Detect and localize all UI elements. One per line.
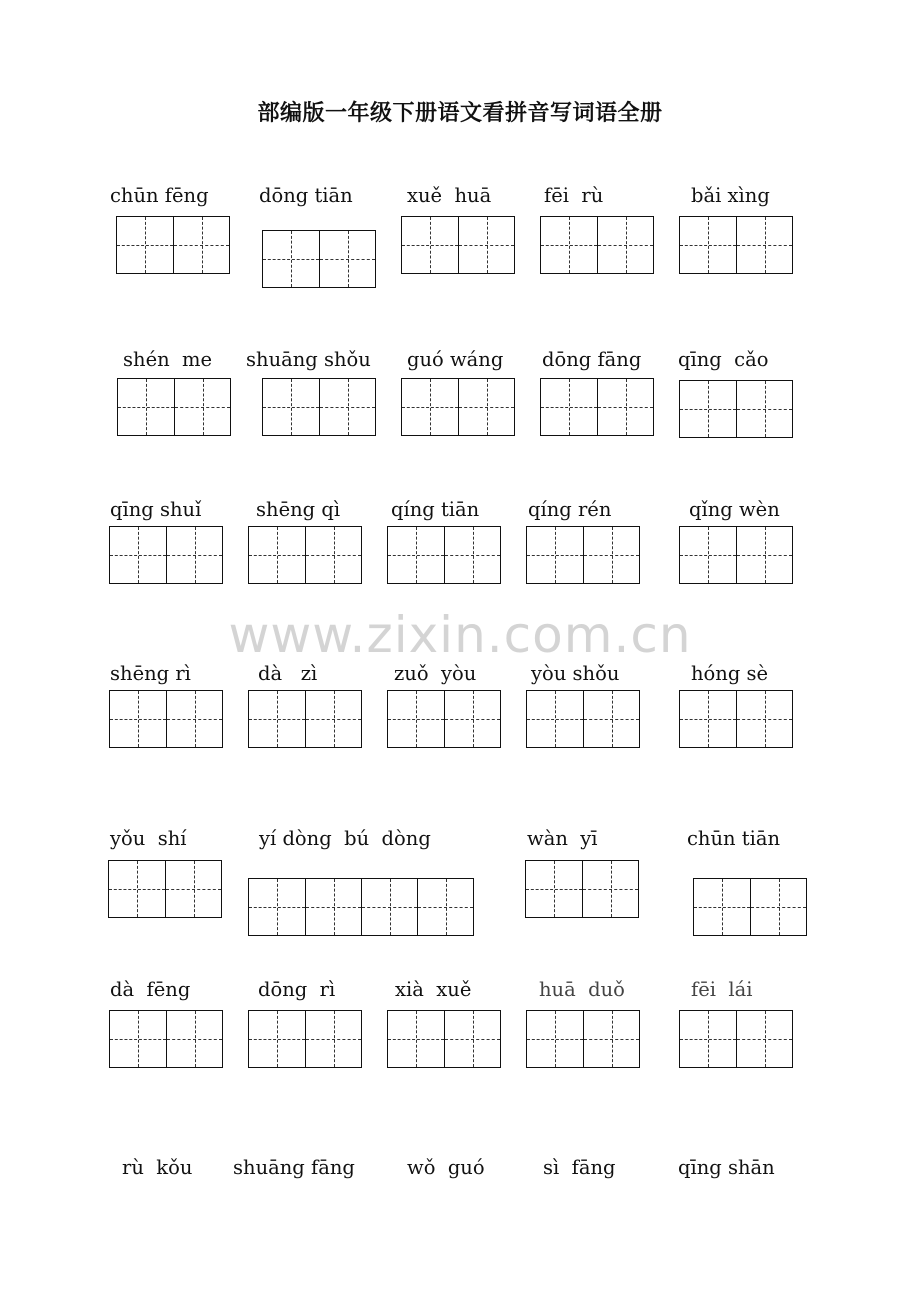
writing-cell[interactable] bbox=[444, 691, 500, 747]
writing-cell[interactable] bbox=[165, 861, 221, 917]
writing-grid[interactable] bbox=[262, 230, 376, 288]
pinyin-label: rù kǒu bbox=[122, 1156, 193, 1179]
pinyin-label: xià xuě bbox=[395, 978, 472, 1001]
pinyin-label: huā duǒ bbox=[539, 978, 625, 1001]
writing-cell[interactable] bbox=[263, 231, 319, 287]
writing-cell[interactable] bbox=[736, 217, 792, 273]
pinyin-label: sì fāng bbox=[543, 1156, 616, 1179]
writing-cell[interactable] bbox=[305, 879, 361, 935]
writing-cell[interactable] bbox=[444, 527, 500, 583]
writing-cell[interactable] bbox=[249, 691, 305, 747]
pinyin-label: dà zì bbox=[258, 662, 318, 685]
writing-cell[interactable] bbox=[458, 217, 514, 273]
writing-cell[interactable] bbox=[110, 527, 166, 583]
pinyin-label: qíng tiān bbox=[391, 498, 480, 521]
pinyin-label: qīng shān bbox=[678, 1156, 775, 1179]
writing-grid[interactable] bbox=[525, 860, 639, 918]
pinyin-label: yòu shǒu bbox=[531, 662, 620, 685]
writing-cell[interactable] bbox=[117, 217, 173, 273]
writing-cell[interactable] bbox=[582, 861, 638, 917]
writing-grid[interactable] bbox=[262, 378, 376, 436]
pinyin-label: qǐng wèn bbox=[689, 498, 780, 521]
writing-cell[interactable] bbox=[597, 217, 653, 273]
writing-grid[interactable] bbox=[526, 690, 640, 748]
writing-cell[interactable] bbox=[680, 217, 736, 273]
writing-cell[interactable] bbox=[680, 1011, 736, 1067]
pinyin-label: shuāng fāng bbox=[233, 1156, 355, 1179]
writing-grid[interactable] bbox=[679, 526, 793, 584]
writing-cell[interactable] bbox=[361, 879, 417, 935]
writing-cell[interactable] bbox=[110, 691, 166, 747]
writing-grid[interactable] bbox=[109, 1010, 223, 1068]
writing-cell[interactable] bbox=[680, 381, 736, 437]
writing-grid[interactable] bbox=[116, 216, 230, 274]
writing-cell[interactable] bbox=[736, 527, 792, 583]
writing-grid[interactable] bbox=[679, 216, 793, 274]
pinyin-label: wǒ guó bbox=[407, 1156, 485, 1179]
writing-grid[interactable] bbox=[526, 1010, 640, 1068]
writing-cell[interactable] bbox=[402, 379, 458, 435]
writing-grid[interactable] bbox=[401, 378, 515, 436]
writing-cell[interactable] bbox=[249, 879, 305, 935]
writing-grid[interactable] bbox=[387, 690, 501, 748]
writing-cell[interactable] bbox=[166, 1011, 222, 1067]
writing-grid[interactable] bbox=[109, 690, 223, 748]
pinyin-label: shuāng shǒu bbox=[246, 348, 371, 371]
writing-grid[interactable] bbox=[109, 526, 223, 584]
writing-grid[interactable] bbox=[108, 860, 222, 918]
writing-cell[interactable] bbox=[597, 379, 653, 435]
pinyin-label: guó wáng bbox=[407, 348, 504, 371]
pinyin-label: chūn tiān bbox=[687, 827, 781, 850]
writing-cell[interactable] bbox=[249, 527, 305, 583]
writing-cell[interactable] bbox=[680, 691, 736, 747]
pinyin-label: wàn yī bbox=[527, 827, 598, 850]
writing-cell[interactable] bbox=[319, 231, 375, 287]
writing-cell[interactable] bbox=[680, 527, 736, 583]
pinyin-label: fēi rù bbox=[544, 184, 604, 207]
writing-grid[interactable] bbox=[679, 1010, 793, 1068]
pinyin-label: qīng cǎo bbox=[678, 348, 769, 371]
writing-cell[interactable] bbox=[388, 691, 444, 747]
writing-grid[interactable] bbox=[679, 690, 793, 748]
writing-grid[interactable] bbox=[248, 690, 362, 748]
writing-cell[interactable] bbox=[694, 879, 750, 935]
writing-cell[interactable] bbox=[444, 1011, 500, 1067]
writing-grid[interactable] bbox=[526, 526, 640, 584]
writing-grid[interactable] bbox=[387, 1010, 501, 1068]
watermark: www.zixin.com.cn bbox=[228, 606, 692, 664]
writing-cell[interactable] bbox=[527, 527, 583, 583]
writing-grid[interactable] bbox=[387, 526, 501, 584]
writing-grid[interactable] bbox=[248, 1010, 362, 1068]
pinyin-label: shēng rì bbox=[110, 662, 191, 685]
writing-cell[interactable] bbox=[736, 381, 792, 437]
pinyin-label: chūn fēng bbox=[110, 184, 209, 207]
writing-cell[interactable] bbox=[583, 527, 639, 583]
pinyin-label: qīng shuǐ bbox=[110, 498, 202, 521]
writing-grid[interactable] bbox=[540, 378, 654, 436]
writing-cell[interactable] bbox=[249, 1011, 305, 1067]
pinyin-label: zuǒ yòu bbox=[394, 662, 477, 685]
writing-grid[interactable] bbox=[248, 526, 362, 584]
writing-cell[interactable] bbox=[417, 879, 473, 935]
writing-cell[interactable] bbox=[736, 1011, 792, 1067]
writing-cell[interactable] bbox=[305, 527, 361, 583]
writing-cell[interactable] bbox=[541, 217, 597, 273]
writing-cell[interactable] bbox=[166, 527, 222, 583]
writing-grid[interactable] bbox=[679, 380, 793, 438]
writing-cell[interactable] bbox=[750, 879, 806, 935]
writing-cell[interactable] bbox=[263, 379, 319, 435]
writing-grid[interactable] bbox=[117, 378, 231, 436]
pinyin-label: xuě huā bbox=[407, 184, 492, 207]
writing-cell[interactable] bbox=[109, 861, 165, 917]
writing-grid[interactable] bbox=[540, 216, 654, 274]
writing-cell[interactable] bbox=[173, 217, 229, 273]
pinyin-label: dōng tiān bbox=[259, 184, 353, 207]
writing-cell[interactable] bbox=[583, 691, 639, 747]
writing-cell[interactable] bbox=[305, 691, 361, 747]
writing-cell[interactable] bbox=[458, 379, 514, 435]
writing-cell[interactable] bbox=[110, 1011, 166, 1067]
writing-cell[interactable] bbox=[583, 1011, 639, 1067]
writing-cell[interactable] bbox=[166, 691, 222, 747]
page-title: 部编版一年级下册语文看拼音写词语全册 bbox=[257, 101, 663, 126]
pinyin-label: hóng sè bbox=[691, 662, 769, 685]
writing-grid[interactable] bbox=[401, 216, 515, 274]
writing-cell[interactable] bbox=[527, 691, 583, 747]
writing-grid[interactable] bbox=[248, 878, 474, 936]
pinyin-label: shēng qì bbox=[256, 498, 341, 521]
pinyin-label: shén me bbox=[123, 348, 213, 371]
pinyin-label: bǎi xìng bbox=[691, 184, 770, 207]
writing-cell[interactable] bbox=[388, 527, 444, 583]
pinyin-label: yí dòng bú dòng bbox=[259, 827, 431, 850]
pinyin-label: dōng rì bbox=[258, 978, 336, 1001]
writing-cell[interactable] bbox=[305, 1011, 361, 1067]
writing-cell[interactable] bbox=[388, 1011, 444, 1067]
pinyin-label: dōng fāng bbox=[542, 348, 642, 371]
pinyin-label: dà fēng bbox=[110, 978, 191, 1001]
pinyin-label: yǒu shí bbox=[110, 827, 187, 850]
writing-cell[interactable] bbox=[541, 379, 597, 435]
writing-cell[interactable] bbox=[402, 217, 458, 273]
writing-grid[interactable] bbox=[693, 878, 807, 936]
writing-cell[interactable] bbox=[319, 379, 375, 435]
pinyin-label: fēi lái bbox=[691, 978, 753, 1001]
writing-cell[interactable] bbox=[527, 1011, 583, 1067]
writing-cell[interactable] bbox=[118, 379, 174, 435]
writing-cell[interactable] bbox=[526, 861, 582, 917]
writing-cell[interactable] bbox=[736, 691, 792, 747]
writing-cell[interactable] bbox=[174, 379, 230, 435]
pinyin-label: qíng rén bbox=[528, 498, 612, 521]
